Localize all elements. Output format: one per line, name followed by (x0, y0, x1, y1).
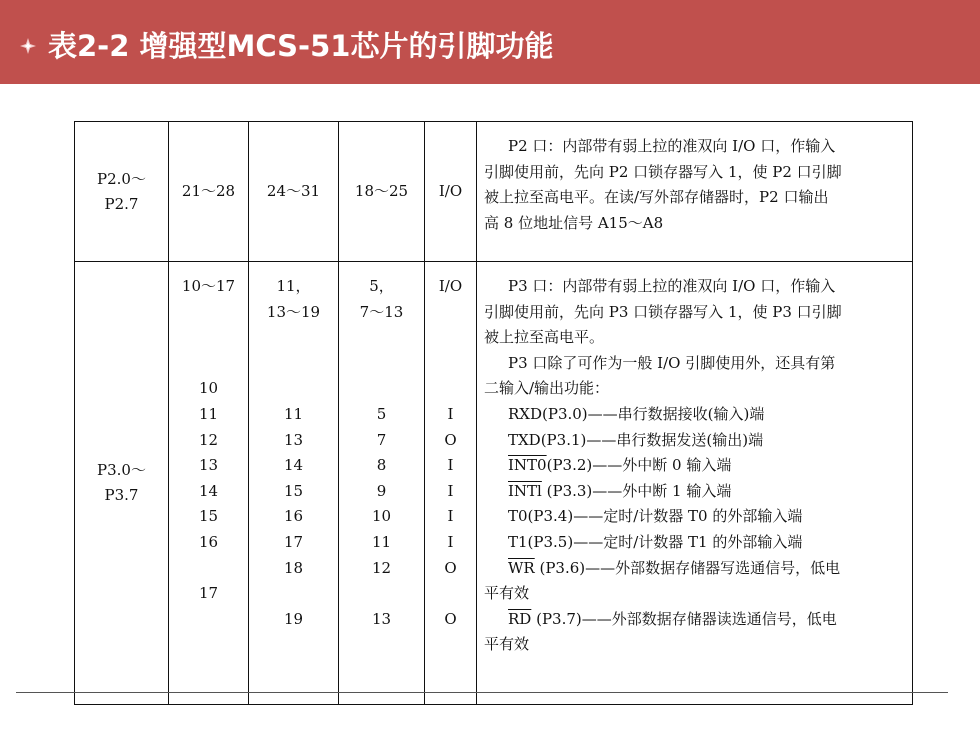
pin-number: 14 (198, 481, 219, 500)
pin-range: 10～17 (181, 277, 236, 295)
pin-column-a (169, 262, 249, 705)
desc-line: 引脚使用前，先向 P2 口锁存器写入 1，使 P2 口引脚 (484, 162, 842, 181)
pin-number: 11 (283, 404, 304, 423)
pin-function-line: INT0(P3.2)——外中断 0 输入端 (508, 456, 732, 475)
pin-function-line: $\overline{RD}$ (P3.7)——外部数据存储器读选通信号，低电 (508, 609, 837, 628)
pin-function-table (74, 121, 913, 705)
pin-number: 17 (198, 584, 219, 603)
page-title: 表2-2 增强型MCS-51芯片的引脚功能 (48, 29, 554, 63)
pin-number: 9 (376, 481, 387, 500)
io-type: I (447, 481, 454, 500)
pin-number: 10 (198, 379, 219, 398)
desc-line: 平有效 (484, 635, 530, 654)
pin-number: 8 (376, 456, 387, 475)
pin-number: 14 (283, 456, 304, 475)
io-cell: I/O (425, 122, 477, 262)
table-row-p2 (75, 122, 913, 262)
pin-function-line: RXD(P3.0)——串行数据接收(输入)端 (508, 404, 765, 423)
pin-column-b (249, 262, 339, 705)
desc-line: P3 口除了可作为一般 I/O 引脚使用外，还具有第 (508, 353, 836, 372)
pin-number: 12 (198, 430, 219, 449)
pin-number: 13 (371, 609, 392, 628)
pin-function-line: T0(P3.4)——定时/计数器 T0 的外部输入端 (508, 507, 803, 526)
pin-cell: 18～25 (339, 122, 425, 262)
pin-number: 15 (283, 481, 304, 500)
pin-function-line: T1(P3.5)——定时/计数器 T1 的外部输入端 (508, 532, 803, 551)
pin-number: 18 (283, 558, 304, 577)
port-label: P3.7 (104, 486, 139, 504)
pin-number: 11 (371, 532, 392, 551)
desc-line: 平有效 (484, 584, 530, 603)
pin-number: 10 (371, 507, 392, 526)
pin-cell: 24～31 (249, 122, 339, 262)
description-cell (477, 262, 913, 705)
pin-number: 5 (376, 404, 387, 423)
io-type: I/O (438, 277, 463, 295)
title-bar (0, 0, 980, 84)
pin-range: 7～13 (359, 302, 404, 321)
pin-function-line: INTl (P3.3)——外中断 1 输入端 (508, 481, 732, 500)
port-label: P3.0～ (97, 461, 146, 479)
pin-column-c (339, 262, 425, 705)
pin-number: 16 (283, 507, 304, 526)
io-type: O (444, 609, 457, 628)
io-type: I (447, 507, 454, 526)
desc-line: 高 8 位地址信号 A15～A8 (484, 213, 664, 232)
pin-number: 16 (198, 532, 219, 551)
io-column (425, 262, 477, 705)
io-type: O (444, 558, 457, 577)
port-label: P2.0～ (97, 169, 146, 188)
pin-number: 7 (376, 430, 387, 449)
desc-line: 引脚使用前，先向 P3 口锁存器写入 1，使 P3 口引脚 (484, 302, 842, 321)
io-type: I (447, 456, 454, 475)
port-label: P2.7 (104, 194, 139, 213)
desc-line: 二输入/输出功能： (484, 379, 610, 398)
pin-number: 11 (198, 404, 219, 423)
description-cell (477, 122, 913, 262)
pin-range: 11， (276, 277, 311, 295)
diamond-bullet-icon (20, 38, 36, 54)
pin-range: 5， (369, 277, 394, 295)
pin-number: 12 (371, 558, 392, 577)
pin-cell: 21～28 (169, 122, 249, 262)
io-type: I (447, 532, 454, 551)
desc-line: P3 口：内部带有弱上拉的准双向 I/O 口，作输入 (508, 277, 836, 295)
port-cell (75, 122, 169, 262)
desc-line: P2 口：内部带有弱上拉的准双向 I/O 口，作输入 (508, 137, 836, 155)
pin-number: 17 (283, 532, 304, 551)
io-type: I (447, 404, 454, 423)
pin-function-line: $\overline{WR}$ (P3.6)——外部数据存储器写选通信号，低电 (508, 558, 841, 577)
desc-line: 被上拉至高电平。在读/写外部存储器时，P2 口输出 (484, 188, 829, 207)
pin-number: 19 (283, 609, 304, 628)
pin-range: 13～19 (266, 302, 321, 321)
io-type: O (444, 430, 457, 449)
desc-line: 被上拉至高电平。 (484, 328, 605, 347)
pin-number: 15 (198, 507, 219, 526)
pin-number: 13 (283, 430, 304, 449)
pin-function-line: TXD(P3.1)——串行数据发送(输出)端 (508, 430, 764, 449)
footer-divider (16, 692, 948, 693)
table-row-p3 (75, 262, 913, 705)
port-cell (75, 262, 169, 705)
pin-number: 13 (198, 456, 219, 475)
